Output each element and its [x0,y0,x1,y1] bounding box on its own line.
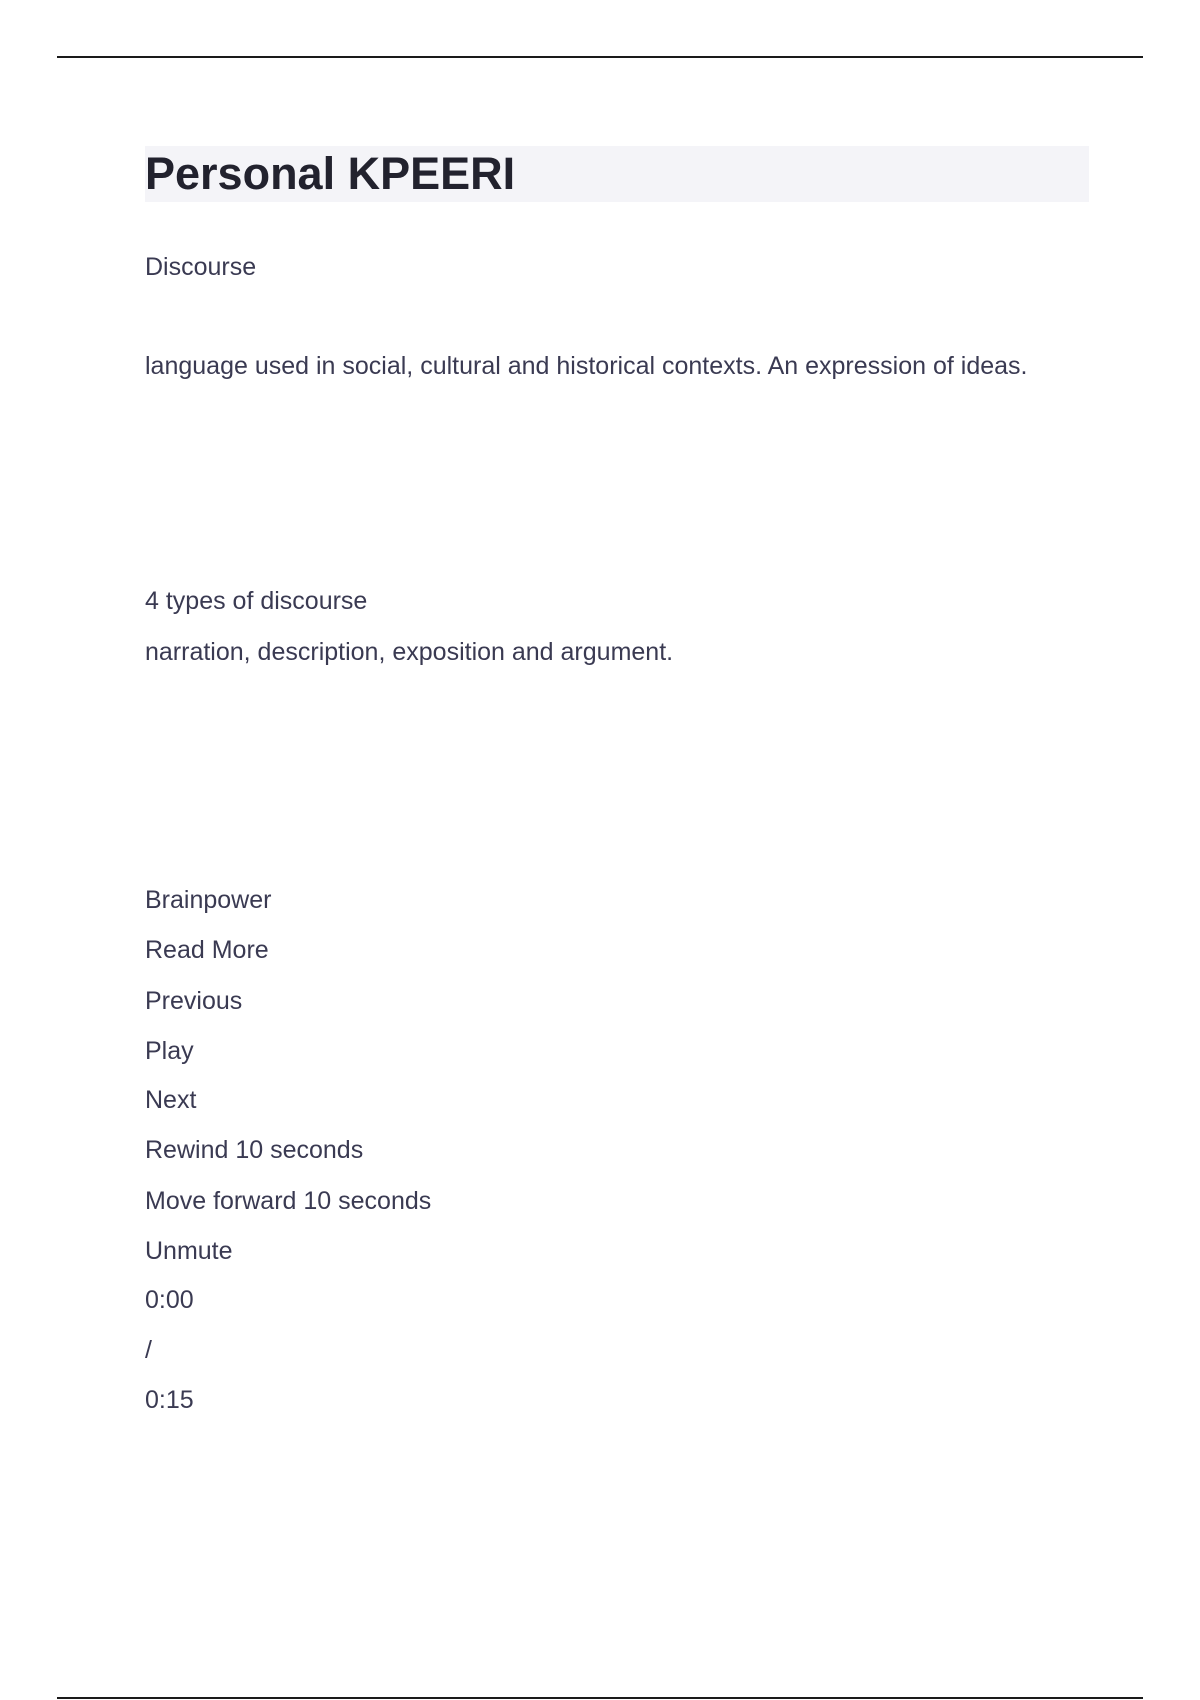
card-definition-types-of-discourse: narration, description, exposition and argument. [145,638,674,666]
card-term-discourse: Discourse [145,253,257,281]
next-button[interactable]: Next [145,1086,197,1114]
play-button[interactable]: Play [145,1037,194,1065]
unmute-button[interactable]: Unmute [145,1237,233,1265]
forward-button[interactable]: Move forward 10 seconds [145,1187,432,1215]
previous-button[interactable]: Previous [145,987,243,1015]
card-term-types-of-discourse: 4 types of discourse [145,587,368,615]
page-title: Personal KPEERI [145,148,516,199]
bottom-divider [57,1697,1143,1699]
player-brand: Brainpower [145,886,272,914]
time-separator: / [145,1336,152,1364]
duration: 0:15 [145,1386,194,1414]
current-time: 0:00 [145,1286,194,1314]
read-more-link[interactable]: Read More [145,936,269,964]
top-divider [57,56,1143,58]
card-definition-discourse: language used in social, cultural and historical contexts. An expression of ideas. [145,352,1028,380]
rewind-button[interactable]: Rewind 10 seconds [145,1136,364,1164]
